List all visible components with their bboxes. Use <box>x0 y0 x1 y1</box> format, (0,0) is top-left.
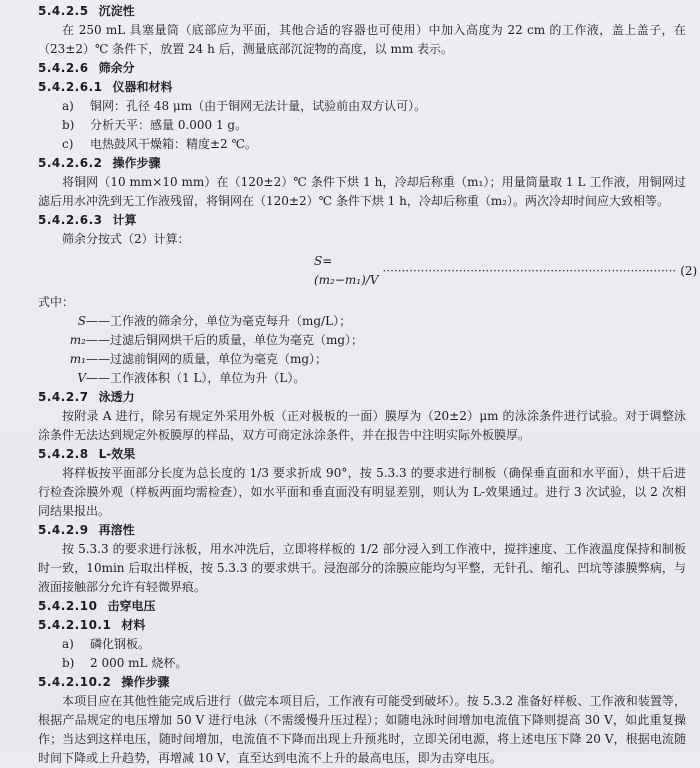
section-heading: 5.4.2.10.1 材料 <box>38 618 146 632</box>
section-heading: 5.4.2.8 L-效果 <box>38 447 136 461</box>
paragraph: 将铜网（10 mm×10 mm）在（120±2）℃ 条件下烘 1 h，冷却后称重（m₁）；用量筒量取 1 L 工作液，用铜网过滤后用水冲洗到无工作液残留，将铜网在（120±2）℃ 条件下烘 1 h，冷却后称重（m₂）。两次冷却时间应大致相等。 <box>38 175 686 208</box>
variable-definition: V ——工作液体积（1 L），单位为升（L）。 <box>77 371 306 385</box>
section-heading: 5.4.2.6 筛余分 <box>38 61 135 75</box>
list-item: a) 磷化钢板。 <box>62 637 151 651</box>
section-heading: 5.4.2.5 沉淀性 <box>38 4 135 18</box>
formula-intro: 筛余分按式（2）计算： <box>62 232 190 246</box>
list-item: b) 2 000 mL 烧杯。 <box>62 656 188 670</box>
equation-number: (2) <box>680 263 698 278</box>
section-heading: 5.4.2.10 击穿电压 <box>38 599 156 613</box>
paragraph: 按 5.3.3 的要求进行泳板，用水冲洗后，立即将样板的 1/2 部分浸入到工作液中，搅拌速度、工作液温度保持和制板时一致，10min 后取出样板，按 5.3.3 的要求烘干。浸泡部分的涂膜应能均匀平整，无针孔、缩孔、凹坑等漆膜弊病，与液面接触部分允许有轻微界痕。 <box>38 542 686 594</box>
list-item: b) 分析天平：感量 0.000 1 g。 <box>62 118 248 132</box>
section-heading: 5.4.2.6.2 操作步骤 <box>38 156 161 170</box>
formula-expression: S=(m₂−m₁)/V <box>314 254 379 287</box>
variable-definition: S ——工作液的筛余分，单位为毫克每升（mg/L）； <box>77 314 352 328</box>
list-item: a) 铜网：孔径 48 μm（由于铜网无法计量，试验前由双方认可）。 <box>62 99 427 113</box>
paragraph: 在 250 mL 具塞量筒（底部应为平面，其他合适的容器也可使用）中加入高度为 22 cm 的工作液，盖上盖子，在（23±2）℃ 条件下，放置 24 h 后，测量底部沉淀物的高度，以 mm 表示。 <box>38 23 686 56</box>
list-item: c) 电热鼓风干燥箱：精度±2 ℃。 <box>62 137 257 151</box>
paragraph: 本项目应在其他性能完成后进行（做完本项目后，工作液有可能受到破坏）。按 5.3.2 准备好样板、工作液和装置等，根据产品规定的电压增加 50 V 进行电泳（不需缓慢升压过程）；如随电泳时间增加电流值下降则提高 30 V，如此重复操作；当达到这样电压，随时间增加，电流值不下降而出现上升预兆时，立即关闭电源，将上述电压下降 20 V，根据电流随时间下降或上升趋势，再增减 10 V，直至达到电流不上升的最高电压，即为击穿电压。 <box>38 694 686 765</box>
section-heading: 5.4.2.9 再溶性 <box>38 523 135 537</box>
where-label: 式中： <box>38 295 75 309</box>
paragraph: 将样板按平面部分长度为总长度的 1/3 要求折成 90°，按 5.3.3 的要求进行制板（确保垂直面和水平面），烘干后进行检查涂膜外观（样板两面均需检查），如水平面和垂直面没有明显差别，则认为 L-效果通过。进行 3 次试验，以 2 次相同结果报出。 <box>38 466 686 518</box>
formula-leader: ············································································· <box>382 263 677 278</box>
section-heading: 5.4.2.7 泳透力 <box>38 390 135 404</box>
section-heading: 5.4.2.6.1 仪器和材料 <box>38 80 173 94</box>
section-heading: 5.4.2.6.3 计算 <box>38 213 137 227</box>
variable-definition: m₂ ——过滤后铜网烘干后的质量，单位为毫克（mg）； <box>69 333 364 347</box>
paragraph: 按附录 A 进行，除另有规定外采用外板（正对极板的一面）膜厚为（20±2）μm 的泳涂条件进行试验。对于调整泳涂条件无法达到规定外板膜厚的样品，双方可商定泳涂条件，并在报告中注明实际外板膜厚。 <box>38 409 686 442</box>
variable-definition: m₁ ——过滤前铜网的质量，单位为毫克（mg）； <box>69 352 328 366</box>
section-heading: 5.4.2.10.2 操作步骤 <box>38 675 170 689</box>
formula <box>38 252 698 290</box>
